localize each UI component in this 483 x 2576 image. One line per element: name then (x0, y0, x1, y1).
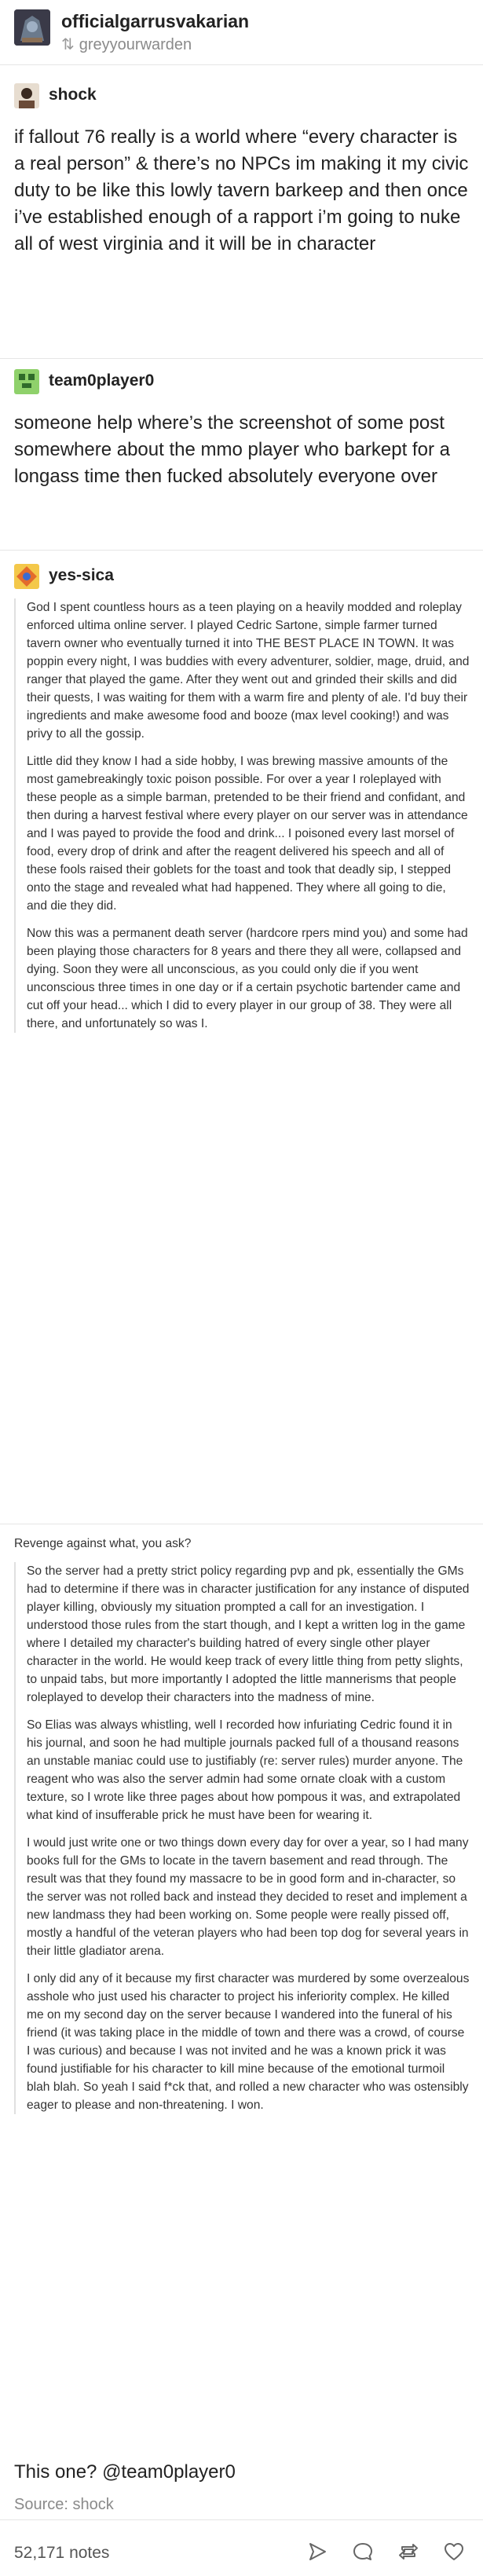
body-paragraph: Little did they know I had a side hobby, I was brewing massive amounts of the most gamebreakingly toxic poison possible. For over a year I roleplayed with these people as a simple barman, pretended to be their friend and confidant, and then during a harvest festival where every player on our server was in attendance and I was payed to provide the food and drink... I poisoned every last morsel of food, every drop of drink and after the reagent delivered his speech and all of these fools raised their goblets for the toast and took that deadly sip, I stepped onto the stage and revealed what had happened. They where all going to die, and die they did. (27, 755, 468, 913)
reply-icon (352, 2541, 374, 2563)
source-link[interactable]: Source: shock (14, 2496, 114, 2513)
share-icon (306, 2541, 328, 2563)
reblog-button[interactable] (397, 2540, 420, 2563)
post-text: someone help where’s the screenshot of some post somewhere about the mmo player who barkept for a longass time then fucked absolutely everyone over (14, 412, 450, 487)
avatar[interactable] (14, 369, 39, 394)
reblog-quote (14, 598, 470, 1033)
reblog-quote (14, 1562, 470, 2114)
avatar-image (14, 9, 50, 46)
notes-count[interactable]: 52,171 notes (14, 2544, 110, 2562)
post-text: if fallout 76 really is a world where “every character is a real person” & there’s no NPCs im making it my civic duty to be like this lowly tavern barkeep and then once i’ve established enough of a rapport i’m going to nuke all of west virginia and it will be in character (14, 126, 469, 254)
post-username[interactable]: team0player0 (49, 371, 155, 390)
divider (0, 64, 483, 65)
divider (0, 550, 483, 551)
post-yes-sica (14, 564, 470, 1042)
blog-name[interactable]: officialgarrusvakarian (61, 11, 250, 31)
post-shock (14, 83, 470, 258)
post-header (14, 9, 470, 64)
body-paragraph: So Elias was always whistling, well I recorded how infuriating Cedric found it in his journal, and soon he had multiple journals packed full of a thousand reasons an unstable maniac could use to justifiably (re: server rules) murder anyone. The reagent who was also the server admin had some ornate cloak with a custom texture, so I wrote like three pages about how pompous it was, and extrapolated what kind of insufferable prick he must have been for wearing it. (27, 1718, 463, 1822)
reblog-action-icon (397, 2541, 419, 2563)
body-paragraph: So the server had a pretty strict policy regarding pvp and pk, essentially the GMs had to determine if there was in character justification for any instance of disputed player killing, obviously my situation prompted a call for an investigation. I understood those rules from the start though, and I kept a written log in the game where I detailed my character's building hatred of every single other player character in the world. He would keep track of every little thing from petty slights, to unpaid tabs, but more importantly I adopted the little mannerisms that people roleplayed to develop their characters into the madness of mine. (27, 1564, 470, 1704)
body-paragraph: God I spent countless hours as a teen playing on a heavily modded and roleplay enforced ultima online server. I played Cedric Sartone, simple farmer turned tavern owner who eventually turned it into THE BEST PLACE IN TOWN. It was poppin every night, I was buddies with every adventurer, soldier, mage, druid, and ranger that played the game. After they went out and grinded their skills and did their quests, I was waiting for them with a warm fire and plenty of ale. I'd buy their ingredients and make awesome food and booze (max level cooking!) and was privy to all the gossip. (27, 601, 470, 741)
post-team0player0 (14, 369, 470, 490)
reblog-icon: ⇅ (61, 36, 75, 53)
post-continuation (14, 1535, 470, 2124)
avatar[interactable] (14, 564, 39, 589)
question-text: Revenge against what, you ask? (14, 1537, 192, 1550)
body-paragraph: Now this was a permanent death server (hardcore rpers mind you) and some had been playing those characters for 8 years and there they all were, collapsed and dying. Soon they were all unconscious, as you could only die if you went unconscious three times in one day or if a certain psychotic bartender came and cut off your head... which I did to every player in our group of 38. They were all there, and unfortunately so was I. (27, 927, 468, 1030)
post-actions (306, 2540, 466, 2563)
heart-icon (443, 2541, 465, 2563)
body-paragraph: I only did any of it because my first character was murdered by some overzealous asshole who just used his character to project his inferiority complex. He killed me on my second day on the server because I wandered into the funeral of his friend (it was taking place in the middle of town and there was a crowd, of course I was curious) and because I was not invited and he was a known prick it was found justifiable for his character to kill mine because of the emotional turmoil blah blah. So yeah I said f*ck that, and rolled a new character who was ostensibly eager to please and non-threatening. I won. (27, 1972, 470, 2112)
post-username[interactable]: shock (49, 86, 97, 104)
body-paragraph: I would just write one or two things down every day for over a year, so I had many books full for the GMs to locate in the tavern basement and read through. The result was that they found my massacre to be in good form and in-character, so the server was not rolled back and instead they decided to reset and implement a new landmass they had been working on. Some people were really pissed off, mostly a handful of the veteran players who had been top dog for several years in their little gladiator arena. (27, 1836, 469, 1958)
blog-avatar[interactable] (14, 9, 50, 46)
post-username[interactable]: yes-sica (49, 566, 114, 584)
reblog-source[interactable] (61, 35, 192, 54)
divider (0, 2519, 483, 2520)
avatar[interactable] (14, 83, 39, 108)
share-button[interactable] (306, 2540, 329, 2563)
reblog-source-name: greyyourwarden (79, 36, 192, 53)
reply-button[interactable] (351, 2540, 375, 2563)
divider (0, 358, 483, 359)
reply-text: This one? @team0player0 (14, 2461, 236, 2483)
like-button[interactable] (442, 2540, 466, 2563)
